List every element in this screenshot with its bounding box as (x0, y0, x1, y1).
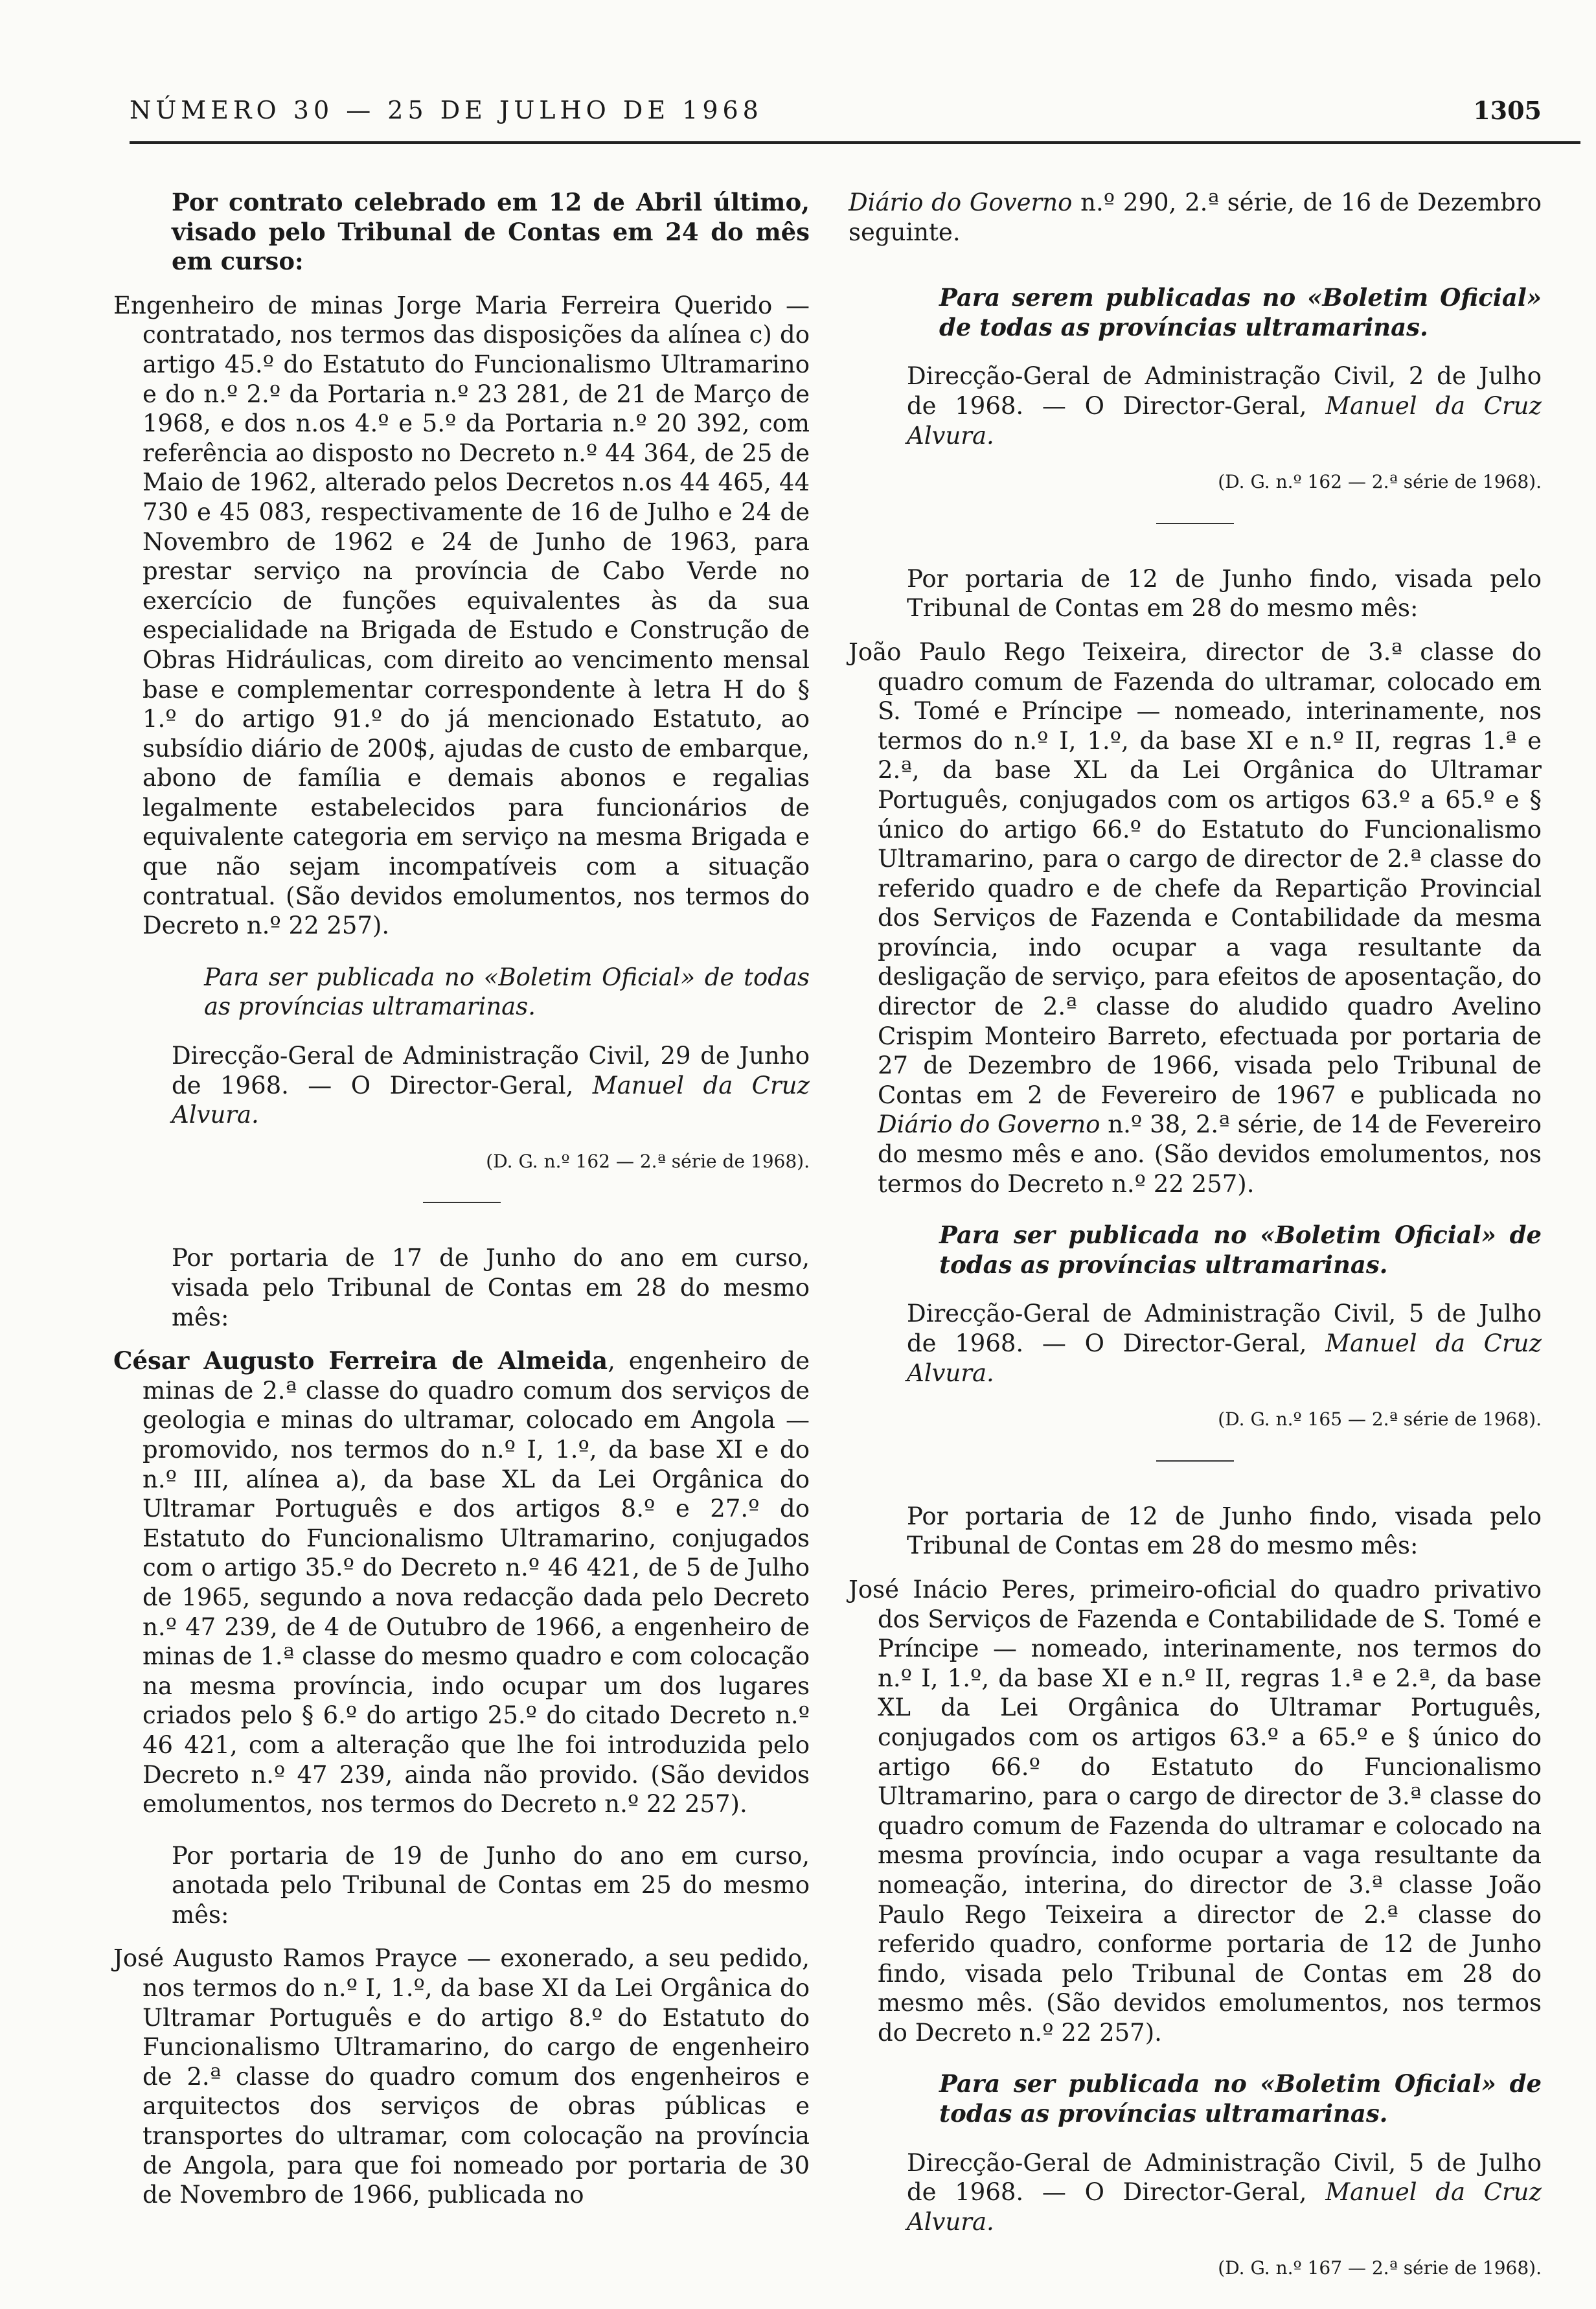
section-separator (1156, 1460, 1234, 1462)
notice-intro: Por portaria de 19 de Junho do ano em curso, anotada pelo Tribunal de Contas em 25 do mesmo mês: (172, 1841, 810, 1929)
notice-intro: Por portaria de 17 de Junho do ano em curso, visada pelo Tribunal de Contas em 28 do mesmo mês: (172, 1244, 810, 1331)
notice-text: , engenheiro de minas de 2.ª classe do quadro comum dos serviços de geologia e minas do ultramar, colocado em Angola — promovido, nos termos do n.º I, 1.º, da base XI e do n.º III, alínea a), da base XL da Lei Orgânica do Ultramar Português e dos artigos 8.º e 27.º do Estatuto do Funcionalismo Ultramarino, conjugados com o artigo 35.º do Decreto n.º 46 421, de 5 de Julho de 1965, segundo a nova redacção dada pelo Decreto n.º 47 239, de 4 de Outubro de 1966, a engenheiro de minas de 1.ª classe do mesmo quadro e com colocação na mesma província, indo ocupar um dos lugares criados pelo § 6.º do artigo 25.º do citado Decreto n.º 46 421, com a alteração que lhe foi introduzida pelo Decreto n.º 47 239, ainda não provido. (São devidos emolumentos, nos termos do Decreto n.º 22 257). (142, 1347, 810, 1819)
left-column (113, 188, 810, 2232)
direction-text: Direcção-Geral de Administração Civil, 5 de Julho de 1968. — O Director-Geral, (907, 2148, 1542, 2207)
section-separator (423, 1202, 501, 1203)
direction-signature (849, 2148, 1542, 2237)
gazette-reference: (D. G. n.º 162 — 2.ª série de 1968). (1218, 471, 1542, 493)
direction-signature (849, 362, 1542, 450)
notice-body: Engenheiro de minas Jorge Maria Ferreira Querido — contratado, nos termos das disposições da alínea c) do artigo 45.º do Estatuto do Funcionalismo Ultramarino e do n.º 2.º da Portaria n.º 23 281, de 21 de Março de 1968, e dos n.os 4.º e 5.º da Portaria n.º 20 392, com referência ao disposto no Decreto n.º 44 364, de 25 de Maio de 1962, alterado pelos Decretos n.os 44 465, 44 730 e 45 083, respectivamente de 16 de Julho e 24 de Novembro de 1962 e 24 de Junho de 1963, para prestar serviço na província de Cabo Verde no exercício de funções equivalentes às da sua especialidade na Brigada de Estudo e Construção de Obras Hidráulicas, com direito ao vencimento mensal base e complementar correspondente à letra H do § 1.º do artigo 91.º do já mencionado Estatuto, ao subsídio diário de 200$, ajudas de custo de embarque, abono de família e demais abonos e regalias legalmente estabelecidos para funcionários de equivalente categoria em serviço na mesma Brigada e que não sejam incompatíveis com a situação contratual. (São devidos emolumentos, nos termos do Decreto n.º 22 257). (113, 291, 810, 940)
direction-text: Direcção-Geral de Administração Civil, 29 de Junho de 1968. — O Director-Geral, (172, 1042, 810, 1099)
direction-text: Direcção-Geral de Administração Civil, 2 de Julho de 1968. — O Director-Geral, (907, 362, 1542, 420)
direction-signature (113, 1041, 810, 1130)
publication-note: Para ser publicada no «Boletim Oficial» de todas as províncias ultramarinas. (939, 1221, 1542, 1279)
notice-body (113, 1346, 810, 1819)
continued-rest: n.º 290, 2.ª série, de 16 de Dezembro seguinte. (849, 189, 1542, 246)
publication-note: Para serem publicadas no «Boletim Oficial» de todas as províncias ultramarinas. (939, 283, 1542, 341)
publication-note: Para ser publicada no «Boletim Oficial» de todas as províncias ultramarinas. (939, 2069, 1542, 2128)
direction-signature (849, 1299, 1542, 1388)
notice-intro: Por portaria de 12 de Junho findo, visada pelo Tribunal de Contas em 28 do mesmo mês: (907, 1502, 1542, 1560)
diario-title: Diário do Governo (878, 1110, 1100, 1139)
signatory-name: Manuel da Cruz Alvura. (907, 391, 1542, 450)
signatory-name: Manuel da Cruz Alvura. (907, 2178, 1542, 2236)
continued-text (849, 188, 1542, 247)
person-name: César Augusto Ferreira de Almeida (113, 1346, 608, 1375)
publication-note: Para ser publicada no «Boletim Oficial» de todas as províncias ultramarinas. (204, 963, 810, 1021)
notice-text: João Paulo Rego Teixeira, director de 3.ª classe do quadro comum de Fazenda do ultramar, colocado em S. Tomé e Príncipe — nomeado, interinamente, nos termos do n.º I, 1.º, da base XI e n.º II, regras 1.ª e 2.ª, da base XL da Lei Orgânica do Ultramar Português, conjugados com os artigos 63.º a 65.º e § único do artigo 66.º do Estatuto do Funcionalismo Ultramarino, para o cargo de director de 2.ª classe do referido quadro e de chefe da Repartição Provincial dos Serviços de Fazenda e Contabilidade da mesma província, indo ocupar a vaga resultante da desligação de serviço, para efeitos de aposentação, do director de 2.ª classe do aludido quadro Avelino Crispim Monteiro Barreto, efectuada por portaria de 27 de Dezembro de 1966, visada pelo Tribunal de Contas em 2 de Fevereiro de 1967 e publicada no (849, 638, 1542, 1109)
notice-body (849, 638, 1542, 1199)
diario-title: Diário do Governo (849, 189, 1073, 216)
notice-intro: Por contrato celebrado em 12 de Abril último, visado pelo Tribunal de Contas em 24 do mês em curso: (172, 188, 810, 276)
section-separator (1156, 523, 1234, 524)
signatory-name: Manuel da Cruz Alvura. (172, 1071, 810, 1129)
direction-text: Direcção-Geral de Administração Civil, 5 de Julho de 1968. — O Director-Geral, (907, 1300, 1542, 1357)
running-title: NÚMERO 30 — 25 DE JULHO DE 1968 (130, 96, 763, 124)
page-number: 1305 (1473, 96, 1542, 125)
gazette-reference: (D. G. n.º 167 — 2.ª série de 1968). (1218, 2257, 1542, 2279)
notice-text-end: n.º 38, 2.ª série, de 14 de Fevereiro do mesmo mês e ano. (São devidos emolumentos, nos termos do Decreto n.º 22 257). (878, 1110, 1542, 1198)
notice-body: José Inácio Peres, primeiro-oficial do quadro privativo dos Serviços de Fazenda e Contabilidade de S. Tomé e Príncipe — nomeado, interinamente, nos termos do n.º I, 1.º, da base XI e n.º II, regras 1.ª e 2.ª, da base XL da Lei Orgânica do Ultramar Português, conjugados com os artigos 63.º a 65.º e § único do artigo 66.º do Estatuto do Funcionalismo Ultramarino, para o cargo de director de 3.ª classe do quadro comum de Fazenda do ultramar e colocado na mesma província, indo ocupar a vaga resultante da nomeação, interina, do director de 3.ª classe João Paulo Rego Teixeira a director de 2.ª classe do referido quadro, conforme portaria de 12 de Junho findo, visada pelo Tribunal de Contas em 28 do mesmo mês. (São devidos emolumentos, nos termos do Decreto n.º 22 257). (849, 1575, 1542, 2047)
notice-body: José Augusto Ramos Prayce — exonerado, a seu pedido, nos termos do n.º I, 1.º, da base XI da Lei Orgânica do Ultramar Português e do artigo 8.º do Estatuto do Funcionalismo Ultramarino, do cargo de engenheiro de 2.ª classe do quadro comum dos engenheiros e arquitectos dos serviços de obras públicas e transportes do ultramar, com colocação na província de Angola, para que foi nomeado por portaria de 30 de Novembro de 1966, publicada no (113, 1944, 810, 2209)
page-header (130, 96, 1542, 135)
right-column (849, 188, 1542, 2309)
gazette-reference: (D. G. n.º 162 — 2.ª série de 1968). (486, 1150, 810, 1172)
notice-intro: Por portaria de 12 de Junho findo, visada pelo Tribunal de Contas em 28 do mesmo mês: (907, 564, 1542, 623)
signatory-name: Manuel da Cruz Alvura. (907, 1329, 1542, 1387)
header-rule (130, 141, 1580, 144)
gazette-reference: (D. G. n.º 165 — 2.ª série de 1968). (1218, 1408, 1542, 1430)
